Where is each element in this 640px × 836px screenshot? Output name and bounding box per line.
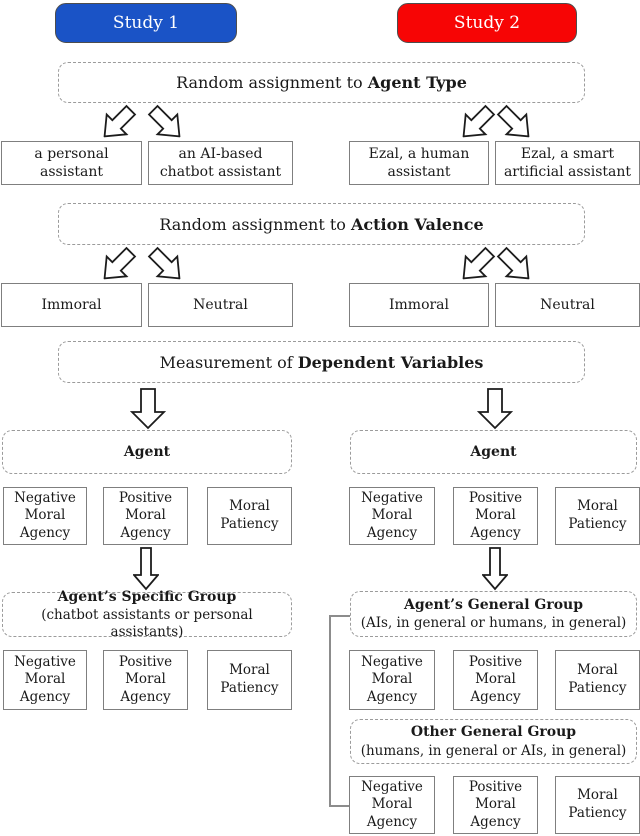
- dv-negative-moral-agency-box: [3, 650, 87, 710]
- stage-action-valence-bold: Action Valence: [351, 214, 484, 234]
- other-general-group-title: Other General Group: [410, 724, 577, 741]
- dv-moral-patiency-box: [207, 487, 292, 545]
- stage-action-valence-prefix: Random assignment to: [159, 214, 351, 234]
- stage-agent-type-box: [58, 62, 585, 103]
- dv-label: Negative Moral Agency: [14, 653, 76, 705]
- study1-label: Study 1: [112, 13, 180, 33]
- agent-type-study2-artificial-box: [495, 141, 640, 185]
- valence-study2-neutral-label: Neutral: [540, 296, 595, 313]
- dv-negative-moral-agency-box: [3, 487, 87, 545]
- specific-group-subtitle: (chatbot assistants or personal assistants): [41, 607, 253, 641]
- agent-target-label: Agent: [470, 444, 517, 460]
- valence-study2-immoral-box: [349, 283, 489, 327]
- dv-label: Negative Moral Agency: [361, 778, 423, 830]
- valence-study1-neutral-box: [148, 283, 293, 327]
- agent-type-study2-human-box: [349, 141, 489, 185]
- valence-study2-immoral-label: Immoral: [388, 296, 450, 313]
- other-general-group-box-study2: [350, 719, 637, 764]
- study2-label: Study 2: [453, 13, 521, 33]
- specific-group-box-study1: [2, 588, 292, 641]
- stage-dependent-variables-text: [160, 353, 484, 372]
- agent-type-study2-artificial-label: Ezal, a smart artificial assistant: [503, 145, 632, 180]
- agent-type-study1-personal-label: a personal assistant: [34, 145, 109, 180]
- dv-moral-patiency-box: [555, 776, 640, 834]
- valence-study1-neutral-label: Neutral: [193, 296, 248, 313]
- dv-label: Positive Moral Agency: [468, 653, 523, 705]
- dv-positive-moral-agency-box: [453, 487, 538, 545]
- agent-target-box-study1: [2, 430, 292, 474]
- study2-header: [397, 3, 577, 43]
- dv-label: Positive Moral Agency: [118, 489, 173, 541]
- stage-agent-type-bold: Agent Type: [367, 73, 467, 92]
- other-general-group-subtitle: (humans, in general or AIs, in general): [360, 742, 627, 759]
- agent-type-study1-chatbot-box: [148, 141, 293, 185]
- valence-study1-immoral-box: [1, 283, 142, 327]
- stage-agent-type-text: [176, 73, 467, 92]
- dv-positive-moral-agency-box: [103, 487, 188, 545]
- agent-type-study1-personal-box: [1, 141, 142, 185]
- stage-dependent-variables-box: [58, 341, 585, 383]
- general-group-box-study2: [350, 591, 637, 637]
- agent-target-box-study2: [350, 430, 637, 474]
- dv-label: Negative Moral Agency: [361, 489, 423, 541]
- dv-positive-moral-agency-box: [453, 650, 538, 710]
- study1-header: [55, 3, 237, 43]
- dv-label: Negative Moral Agency: [361, 653, 423, 705]
- down-arrow-icon: [130, 388, 166, 430]
- dv-label: Moral Patiency: [220, 662, 279, 696]
- down-arrow-icon: [133, 547, 159, 591]
- dv-positive-moral-agency-box: [453, 776, 538, 834]
- dv-label: Positive Moral Agency: [468, 778, 523, 830]
- dv-label: Moral Patiency: [568, 787, 627, 821]
- dv-moral-patiency-box: [555, 487, 640, 545]
- dv-label: Moral Patiency: [568, 662, 627, 696]
- dv-label: Positive Moral Agency: [118, 653, 173, 705]
- general-group-title: Agent’s General Group: [403, 596, 584, 613]
- dv-negative-moral-agency-box: [349, 776, 435, 834]
- down-arrow-icon: [477, 388, 513, 430]
- general-group-subtitle: (AIs, in general or humans, in general): [360, 615, 627, 632]
- dv-negative-moral-agency-box: [349, 650, 435, 710]
- dv-negative-moral-agency-box: [349, 487, 435, 545]
- stage-dependent-variables-bold: Dependent Variables: [297, 352, 484, 372]
- dv-label: Moral Patiency: [568, 498, 627, 532]
- stage-action-valence-text: [159, 215, 483, 234]
- agent-target-label: Agent: [123, 444, 171, 460]
- down-arrow-icon: [482, 547, 508, 591]
- stage-agent-type-prefix: Random assignment to: [176, 73, 368, 92]
- dv-moral-patiency-box: [555, 650, 640, 710]
- specific-group-title: Agent’s Specific Group: [57, 588, 237, 605]
- agent-type-study2-human-label: Ezal, a human assistant: [368, 145, 470, 180]
- dv-label: Moral Patiency: [220, 498, 279, 532]
- dv-label: Positive Moral Agency: [468, 489, 523, 541]
- dv-positive-moral-agency-box: [103, 650, 188, 710]
- valence-study2-neutral-box: [495, 283, 640, 327]
- agent-type-study1-chatbot-label: an AI-based chatbot assistant: [159, 145, 282, 180]
- valence-study1-immoral-label: Immoral: [41, 296, 102, 313]
- stage-dependent-variables-prefix: Measurement of: [159, 352, 298, 372]
- dv-moral-patiency-box: [207, 650, 292, 710]
- stage-action-valence-box: [58, 203, 585, 245]
- dv-label: Negative Moral Agency: [14, 489, 76, 541]
